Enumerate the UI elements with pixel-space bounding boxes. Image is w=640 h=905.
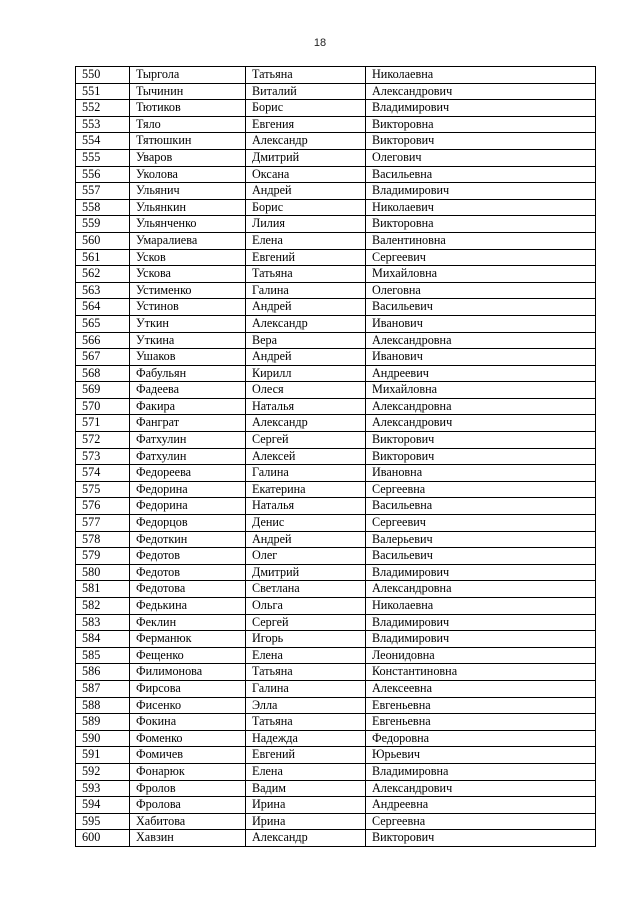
row-number-cell: 586 (76, 664, 130, 681)
table-row (76, 614, 596, 631)
row-number-cell: 588 (76, 697, 130, 714)
table-row (76, 315, 596, 332)
patronymic-cell: Александровна (366, 398, 596, 415)
first-name-cell: Кирилл (246, 365, 366, 382)
first-name-cell: Лилия (246, 216, 366, 233)
last-name-cell: Феклин (130, 614, 246, 631)
row-number-cell: 565 (76, 315, 130, 332)
last-name-cell: Факира (130, 398, 246, 415)
row-number-cell: 590 (76, 730, 130, 747)
table-row (76, 481, 596, 498)
table-row (76, 415, 596, 432)
row-number-cell: 568 (76, 365, 130, 382)
patronymic-cell: Васильевич (366, 548, 596, 565)
patronymic-cell: Владимирович (366, 183, 596, 200)
patronymic-cell: Михайловна (366, 266, 596, 283)
row-number-cell: 591 (76, 747, 130, 764)
row-number-cell: 564 (76, 299, 130, 316)
first-name-cell: Екатерина (246, 481, 366, 498)
table-row (76, 498, 596, 515)
patronymic-cell: Александровна (366, 332, 596, 349)
first-name-cell: Татьяна (246, 266, 366, 283)
first-name-cell: Елена (246, 232, 366, 249)
last-name-cell: Федотова (130, 581, 246, 598)
patronymic-cell: Сергеевна (366, 481, 596, 498)
table-row (76, 448, 596, 465)
first-name-cell: Борис (246, 199, 366, 216)
patronymic-cell: Николаевна (366, 598, 596, 615)
row-number-cell: 580 (76, 564, 130, 581)
row-number-cell: 550 (76, 67, 130, 84)
patronymic-cell: Валерьевич (366, 531, 596, 548)
table-row (76, 299, 596, 316)
row-number-cell: 581 (76, 581, 130, 598)
first-name-cell: Олеся (246, 382, 366, 399)
first-name-cell: Дмитрий (246, 149, 366, 166)
patronymic-cell: Васильевна (366, 166, 596, 183)
patronymic-cell: Александрович (366, 415, 596, 432)
patronymic-cell: Васильевна (366, 498, 596, 515)
table-row (76, 199, 596, 216)
table-row (76, 747, 596, 764)
patronymic-cell: Андреевна (366, 797, 596, 814)
first-name-cell: Андрей (246, 531, 366, 548)
last-name-cell: Федоткин (130, 531, 246, 548)
table-row (76, 780, 596, 797)
last-name-cell: Федореева (130, 465, 246, 482)
patronymic-cell: Ивановна (366, 465, 596, 482)
row-number-cell: 576 (76, 498, 130, 515)
first-name-cell: Татьяна (246, 67, 366, 84)
row-number-cell: 558 (76, 199, 130, 216)
patronymic-cell: Викторович (366, 830, 596, 847)
patronymic-cell: Николаевич (366, 199, 596, 216)
row-number-cell: 555 (76, 149, 130, 166)
patronymic-cell: Владимирович (366, 614, 596, 631)
row-number-cell: 583 (76, 614, 130, 631)
table-row (76, 232, 596, 249)
first-name-cell: Евгений (246, 249, 366, 266)
table-row (76, 830, 596, 847)
table-row (76, 382, 596, 399)
patronymic-cell: Владимирович (366, 100, 596, 117)
row-number-cell: 551 (76, 83, 130, 100)
first-name-cell: Вера (246, 332, 366, 349)
first-name-cell: Евгений (246, 747, 366, 764)
first-name-cell: Александр (246, 830, 366, 847)
patronymic-cell: Сергеевич (366, 515, 596, 532)
row-number-cell: 600 (76, 830, 130, 847)
first-name-cell: Ирина (246, 797, 366, 814)
first-name-cell: Андрей (246, 183, 366, 200)
table-row (76, 548, 596, 565)
row-number-cell: 575 (76, 481, 130, 498)
row-number-cell: 587 (76, 680, 130, 697)
table-row (76, 349, 596, 366)
patronymic-cell: Сергеевна (366, 813, 596, 830)
row-number-cell: 589 (76, 714, 130, 731)
table-row (76, 564, 596, 581)
first-name-cell: Игорь (246, 631, 366, 648)
table-row (76, 813, 596, 830)
patronymic-cell: Викторовна (366, 116, 596, 133)
first-name-cell: Евгения (246, 116, 366, 133)
first-name-cell: Светлана (246, 581, 366, 598)
table-row (76, 100, 596, 117)
patronymic-cell: Евгеньевна (366, 697, 596, 714)
last-name-cell: Фещенко (130, 647, 246, 664)
row-number-cell: 595 (76, 813, 130, 830)
table-row (76, 116, 596, 133)
table-row (76, 664, 596, 681)
last-name-cell: Фанграт (130, 415, 246, 432)
table-row (76, 249, 596, 266)
table-row (76, 581, 596, 598)
first-name-cell: Татьяна (246, 664, 366, 681)
patronymic-cell: Константиновна (366, 664, 596, 681)
last-name-cell: Федотов (130, 548, 246, 565)
table-row (76, 531, 596, 548)
last-name-cell: Фатхулин (130, 432, 246, 449)
row-number-cell: 561 (76, 249, 130, 266)
last-name-cell: Ульянкин (130, 199, 246, 216)
patronymic-cell: Александрович (366, 780, 596, 797)
last-name-cell: Усков (130, 249, 246, 266)
patronymic-cell: Викторовна (366, 216, 596, 233)
table-row (76, 730, 596, 747)
first-name-cell: Олег (246, 548, 366, 565)
first-name-cell: Галина (246, 680, 366, 697)
table-row (76, 797, 596, 814)
last-name-cell: Фролов (130, 780, 246, 797)
table-row (76, 714, 596, 731)
row-number-cell: 562 (76, 266, 130, 283)
table-row (76, 763, 596, 780)
table-row (76, 67, 596, 84)
row-number-cell: 577 (76, 515, 130, 532)
last-name-cell: Фокина (130, 714, 246, 731)
patronymic-cell: Сергеевич (366, 249, 596, 266)
last-name-cell: Федотов (130, 564, 246, 581)
row-number-cell: 593 (76, 780, 130, 797)
table-row (76, 432, 596, 449)
row-number-cell: 579 (76, 548, 130, 565)
last-name-cell: Фисенко (130, 697, 246, 714)
last-name-cell: Фирсова (130, 680, 246, 697)
patronymic-cell: Владимирович (366, 631, 596, 648)
row-number-cell: 560 (76, 232, 130, 249)
last-name-cell: Фатхулин (130, 448, 246, 465)
patronymic-cell: Владимировна (366, 763, 596, 780)
last-name-cell: Тычинин (130, 83, 246, 100)
patronymic-cell: Михайловна (366, 382, 596, 399)
table-row (76, 166, 596, 183)
first-name-cell: Андрей (246, 349, 366, 366)
last-name-cell: Уткин (130, 315, 246, 332)
row-number-cell: 569 (76, 382, 130, 399)
table-row (76, 133, 596, 150)
row-number-cell: 571 (76, 415, 130, 432)
first-name-cell: Андрей (246, 299, 366, 316)
first-name-cell: Сергей (246, 432, 366, 449)
last-name-cell: Уколова (130, 166, 246, 183)
first-name-cell: Александр (246, 415, 366, 432)
patronymic-cell: Олегович (366, 149, 596, 166)
table-row (76, 332, 596, 349)
last-name-cell: Тыргола (130, 67, 246, 84)
last-name-cell: Федорцов (130, 515, 246, 532)
patronymic-cell: Евгеньевна (366, 714, 596, 731)
patronymic-cell: Викторович (366, 448, 596, 465)
row-number-cell: 557 (76, 183, 130, 200)
last-name-cell: Федькина (130, 598, 246, 615)
row-number-cell: 572 (76, 432, 130, 449)
names-table-body (76, 67, 596, 847)
table-row (76, 282, 596, 299)
row-number-cell: 582 (76, 598, 130, 615)
row-number-cell: 592 (76, 763, 130, 780)
first-name-cell: Элла (246, 697, 366, 714)
table-row (76, 680, 596, 697)
first-name-cell: Надежда (246, 730, 366, 747)
patronymic-cell: Иванович (366, 315, 596, 332)
first-name-cell: Елена (246, 647, 366, 664)
last-name-cell: Ускова (130, 266, 246, 283)
patronymic-cell: Леонидовна (366, 647, 596, 664)
row-number-cell: 578 (76, 531, 130, 548)
first-name-cell: Денис (246, 515, 366, 532)
row-number-cell: 556 (76, 166, 130, 183)
patronymic-cell: Алексеевна (366, 680, 596, 697)
patronymic-cell: Викторович (366, 432, 596, 449)
row-number-cell: 563 (76, 282, 130, 299)
patronymic-cell: Олеговна (366, 282, 596, 299)
patronymic-cell: Николаевна (366, 67, 596, 84)
first-name-cell: Галина (246, 282, 366, 299)
row-number-cell: 573 (76, 448, 130, 465)
last-name-cell: Умаралиева (130, 232, 246, 249)
last-name-cell: Фонарюк (130, 763, 246, 780)
table-row (76, 266, 596, 283)
patronymic-cell: Федоровна (366, 730, 596, 747)
first-name-cell: Наталья (246, 498, 366, 515)
table-row (76, 149, 596, 166)
row-number-cell: 554 (76, 133, 130, 150)
first-name-cell: Сергей (246, 614, 366, 631)
table-row (76, 598, 596, 615)
first-name-cell: Борис (246, 100, 366, 117)
last-name-cell: Ульянич (130, 183, 246, 200)
patronymic-cell: Васильевич (366, 299, 596, 316)
patronymic-cell: Юрьевич (366, 747, 596, 764)
first-name-cell: Елена (246, 763, 366, 780)
first-name-cell: Александр (246, 315, 366, 332)
table-row (76, 183, 596, 200)
row-number-cell: 570 (76, 398, 130, 415)
table-row (76, 83, 596, 100)
last-name-cell: Устинов (130, 299, 246, 316)
last-name-cell: Фабульян (130, 365, 246, 382)
table-row (76, 647, 596, 664)
patronymic-cell: Александрович (366, 83, 596, 100)
first-name-cell: Алексей (246, 448, 366, 465)
row-number-cell: 567 (76, 349, 130, 366)
names-table (75, 66, 596, 847)
table-row (76, 631, 596, 648)
page-number: 18 (313, 37, 327, 49)
patronymic-cell: Владимирович (366, 564, 596, 581)
last-name-cell: Ферманюк (130, 631, 246, 648)
first-name-cell: Оксана (246, 166, 366, 183)
table-row (76, 216, 596, 233)
last-name-cell: Ульянченко (130, 216, 246, 233)
last-name-cell: Уткина (130, 332, 246, 349)
table-row (76, 465, 596, 482)
patronymic-cell: Александровна (366, 581, 596, 598)
last-name-cell: Уваров (130, 149, 246, 166)
table-row (76, 515, 596, 532)
table-row (76, 697, 596, 714)
row-number-cell: 584 (76, 631, 130, 648)
last-name-cell: Устименко (130, 282, 246, 299)
last-name-cell: Федорина (130, 498, 246, 515)
last-name-cell: Ушаков (130, 349, 246, 366)
last-name-cell: Фоменко (130, 730, 246, 747)
first-name-cell: Наталья (246, 398, 366, 415)
last-name-cell: Фролова (130, 797, 246, 814)
patronymic-cell: Викторович (366, 133, 596, 150)
last-name-cell: Хабитова (130, 813, 246, 830)
last-name-cell: Фадеева (130, 382, 246, 399)
first-name-cell: Александр (246, 133, 366, 150)
first-name-cell: Ирина (246, 813, 366, 830)
row-number-cell: 594 (76, 797, 130, 814)
row-number-cell: 553 (76, 116, 130, 133)
last-name-cell: Хавзин (130, 830, 246, 847)
table-row (76, 365, 596, 382)
last-name-cell: Фомичев (130, 747, 246, 764)
row-number-cell: 585 (76, 647, 130, 664)
last-name-cell: Тятюшкин (130, 133, 246, 150)
first-name-cell: Татьяна (246, 714, 366, 731)
first-name-cell: Виталий (246, 83, 366, 100)
patronymic-cell: Иванович (366, 349, 596, 366)
row-number-cell: 566 (76, 332, 130, 349)
row-number-cell: 574 (76, 465, 130, 482)
first-name-cell: Ольга (246, 598, 366, 615)
first-name-cell: Галина (246, 465, 366, 482)
patronymic-cell: Валентиновна (366, 232, 596, 249)
last-name-cell: Филимонова (130, 664, 246, 681)
row-number-cell: 559 (76, 216, 130, 233)
first-name-cell: Вадим (246, 780, 366, 797)
table-row (76, 398, 596, 415)
first-name-cell: Дмитрий (246, 564, 366, 581)
row-number-cell: 552 (76, 100, 130, 117)
patronymic-cell: Андреевич (366, 365, 596, 382)
last-name-cell: Тютиков (130, 100, 246, 117)
last-name-cell: Федорина (130, 481, 246, 498)
last-name-cell: Тяло (130, 116, 246, 133)
